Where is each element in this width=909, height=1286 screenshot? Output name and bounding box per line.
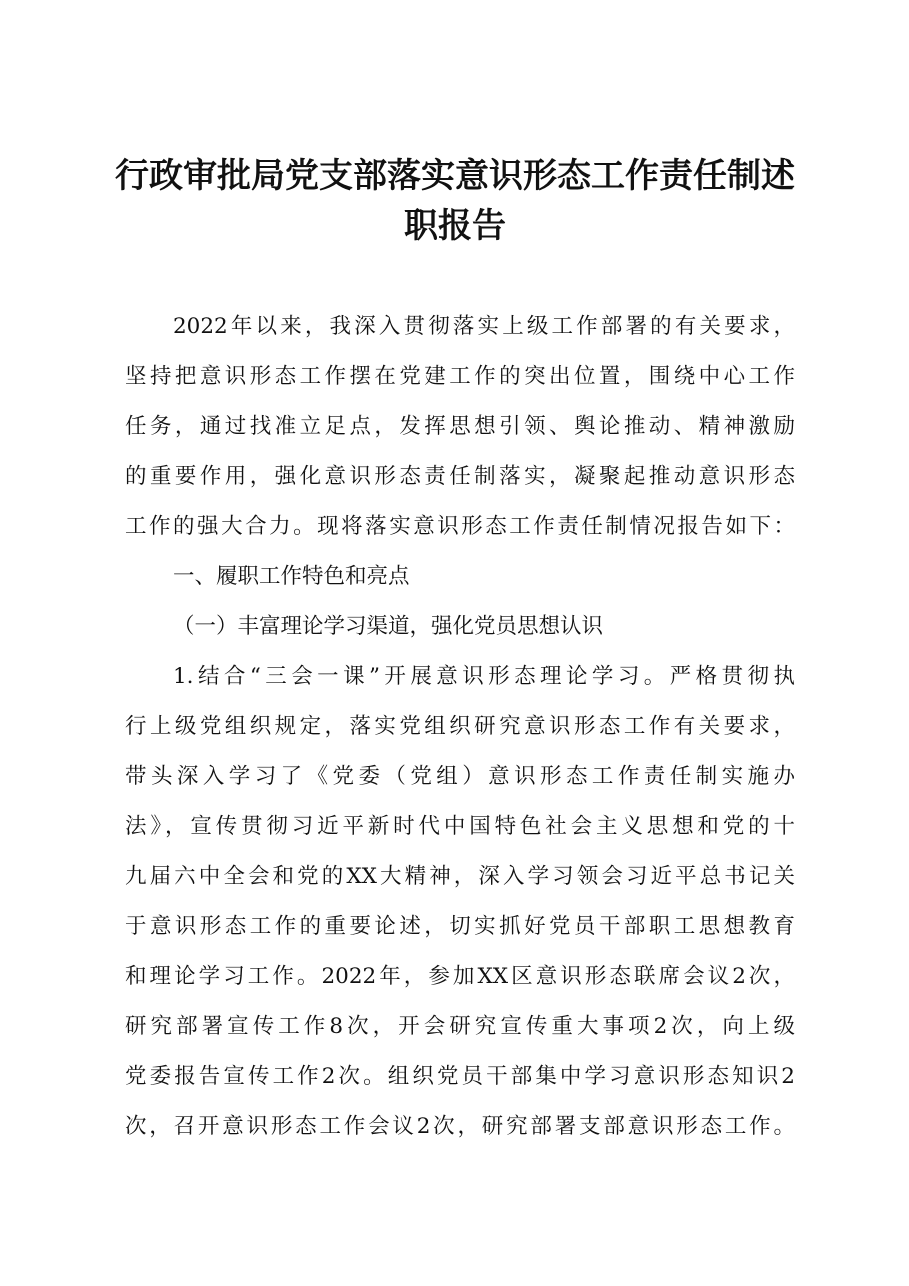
- paragraph-line: 坚持把意识形态工作摆在党建工作的突出位置，围绕中心工作: [125, 364, 795, 389]
- section-heading: 一、履职工作特色和亮点: [173, 564, 410, 589]
- paragraph-line: 工作的强大合力。现将落实意识形态工作责任制情况报告如下：: [125, 514, 795, 539]
- paragraph-line: 党委报告宣传工作2次。组织党员干部集中学习意识形态知识2: [125, 1064, 795, 1089]
- paragraph-line: 九届六中全会和党的XX大精神，深入学习领会习近平总书记关: [125, 864, 795, 889]
- paragraph-line: 任务，通过找准立足点，发挥思想引领、舆论推动、精神激励: [125, 414, 795, 439]
- paragraph-line: 行上级党组织规定，落实党组织研究意识形态工作有关要求，: [125, 714, 795, 739]
- paragraph-line: 带头深入学习了《党委（党组）意识形态工作责任制实施办: [125, 764, 795, 789]
- paragraph-line: 次，召开意识形态工作会议2次，研究部署支部意识形态工作。: [125, 1114, 795, 1139]
- paragraph-line: 研究部署宣传工作8次，开会研究宣传重大事项2次，向上级: [125, 1014, 795, 1039]
- subsection-heading: （一）丰富理论学习渠道，强化党员思想认识: [173, 614, 604, 639]
- document-title-line-1: 行政审批局党支部落实意识形态工作责任制述: [115, 156, 795, 196]
- paragraph-line: 于意识形态工作的重要论述，切实抓好党员干部职工思想教育: [125, 914, 795, 939]
- paragraph-line: 2022年以来，我深入贯彻落实上级工作部署的有关要求，: [173, 314, 795, 339]
- paragraph-line: 1.结合“三会一课”开展意识形态理论学习。严格贯彻执: [173, 664, 795, 689]
- paragraph-line: 法》，宣传贯彻习近平新时代中国特色社会主义思想和党的十: [125, 814, 795, 839]
- document-title-line-2: 职报告: [404, 206, 506, 246]
- paragraph-line: 和理论学习工作。2022年，参加XX区意识形态联席会议2次，: [125, 964, 795, 989]
- paragraph-line: 的重要作用，强化意识形态责任制落实，凝聚起推动意识形态: [125, 464, 795, 489]
